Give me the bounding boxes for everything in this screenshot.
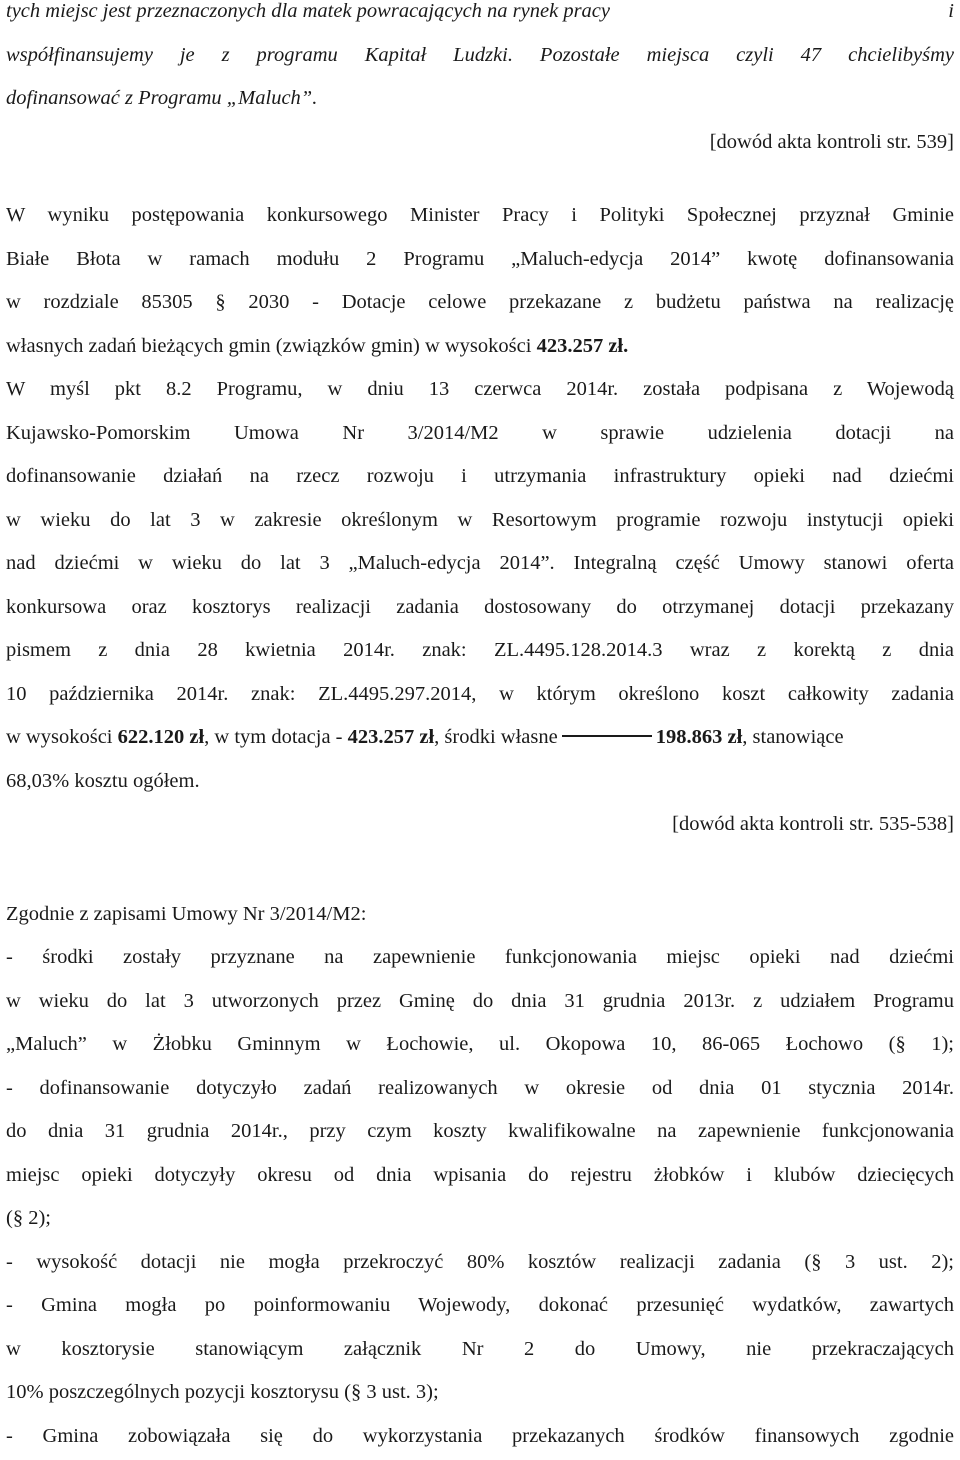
para3-line-7: (§ 2); — [6, 1207, 51, 1229]
para1-line-1-end: i — [948, 0, 954, 22]
para2-line-10: konkursowa oraz kosztorys realizacji zadania dostosowany do otrzymanej dotacji przekazany — [6, 595, 954, 618]
para2-line-13-e: , środki własne — [434, 726, 558, 748]
paragraph-2 — [6, 194, 954, 847]
para2-line-11: pismem z dnia 28 kwietnia 2014r. znak: ZL.4495.128.2014.3 wraz z korektą z dnia — [6, 639, 954, 661]
para3-line-6: miejsc opieki dotyczyły okresu od dnia wpisania do rejestru żłobków i klubów dziecięcych — [6, 1163, 954, 1186]
para1-line-2: współfinansujemy je z programu Kapitał Ludzki. Pozostałe miejsca czyli 47 chcielibyśmy — [6, 43, 954, 66]
para3-line-11: 10% poszczególnych pozycji kosztorysu (§ 3 ust. 3); — [6, 1381, 439, 1403]
para2-line-4 — [6, 325, 954, 369]
para2-line-14: 68,03% kosztu ogółem. — [6, 769, 200, 792]
document-page — [6, 0, 954, 1458]
paragraph-1 — [6, 0, 954, 164]
para3-line-1: - środki zostały przyznane na zapewnienie funkcjonowania miejsc opieki nad dziećmi — [6, 946, 954, 968]
para3-line-4: - dofinansowanie dotyczyło zadań realizowanych w okresie od dnia 01 stycznia 2014r. — [6, 1076, 954, 1099]
grant-amount: 423.257 zł. — [536, 334, 629, 357]
para1-line-1 — [6, 0, 954, 34]
dash-line — [562, 735, 652, 737]
para1-line-3: dofinansować z Programu „Maluch”. — [6, 87, 318, 109]
para2-line-9: nad dziećmi w wieku do lat 3 „Maluch-edycja 2014”. Integralną część Umowy stanowi oferta — [6, 552, 954, 574]
para2-line-13-a: w wysokości — [6, 726, 118, 748]
para1-evidence-ref: [dowód akta kontroli str. 539] — [709, 130, 954, 153]
paragraph-3 — [6, 893, 954, 1459]
para3-line-8: - wysokość dotacji nie mogła przekroczyć 80% kosztów realizacji zadania (§ 3 ust. 2); — [6, 1250, 954, 1273]
subsidy-amount: 423.257 zł — [347, 726, 435, 748]
own-funds-amount: 198.863 zł — [655, 726, 743, 748]
para3-line-5: do dnia 31 grudnia 2014r., przy czym koszty kwalifikowalne na zapewnienie funkcjonowania — [6, 1120, 954, 1142]
para3-line-12: - Gmina zobowiązała się do wykorzystania przekazanych środków finansowych zgodnie — [6, 1424, 954, 1447]
para2-line-13-g: , stanowiące — [742, 726, 844, 748]
para3-line-10: w kosztorysie stanowiącym załącznik Nr 2 do Umowy, nie przekraczających — [6, 1337, 954, 1360]
para2-line-8: w wieku do lat 3 w zakresie określonym w Resortowym programie rozwoju instytucji opieki — [6, 508, 954, 531]
para2-line-13 — [6, 716, 954, 760]
para2-line-12: 10 października 2014r. znak: ZL.4495.297.2014, w którym określono koszt całkowity zadania — [6, 682, 954, 705]
para3-line-9: - Gmina mogła po poinformowaniu Wojewody, dokonać przesunięć wydatków, zawartych — [6, 1294, 954, 1316]
para3-line-2: w wieku do lat 3 utworzonych przez Gminę do dnia 31 grudnia 2013r. z udziałem Programu — [6, 989, 954, 1012]
para2-line-4-text: własnych zadań bieżących gmin (związków gmin) w wysokości — [6, 334, 537, 357]
para2-line-1: W wyniku postępowania konkursowego Minister Pracy i Polityki Społecznej przyznał Gminie — [6, 204, 954, 226]
para2-line-2: Białe Błota w ramach modułu 2 Programu „Maluch-edycja 2014” kwotę dofinansowania — [6, 247, 954, 270]
para3-heading: Zgodnie z zapisami Umowy Nr 3/2014/M2: — [6, 902, 367, 925]
para2-line-5: W myśl pkt 8.2 Programu, w dniu 13 czerwca 2014r. została podpisana z Wojewodą — [6, 378, 954, 400]
para2-line-13-c: , w tym dotacja - — [204, 726, 348, 748]
para2-evidence-ref: [dowód akta kontroli str. 535-538] — [672, 813, 954, 835]
para3-line-3: „Maluch” w Żłobku Gminnym w Łochowie, ul. Okopowa 10, 86-065 Łochowo (§ 1); — [6, 1033, 954, 1055]
para1-line-1-text: tych miejsc jest przeznaczonych dla matek powracających na rynek pracy — [6, 0, 610, 22]
para2-line-3: w rozdziale 85305 § 2030 - Dotacje celowe przekazane z budżetu państwa na realizację — [6, 291, 954, 313]
para2-line-7: dofinansowanie działań na rzecz rozwoju i utrzymania infrastruktury opieki nad dziećmi — [6, 465, 954, 487]
para2-line-6: Kujawsko-Pomorskim Umowa Nr 3/2014/M2 w sprawie udzielenia dotacji na — [6, 421, 954, 444]
total-cost-amount: 622.120 zł — [117, 726, 205, 748]
